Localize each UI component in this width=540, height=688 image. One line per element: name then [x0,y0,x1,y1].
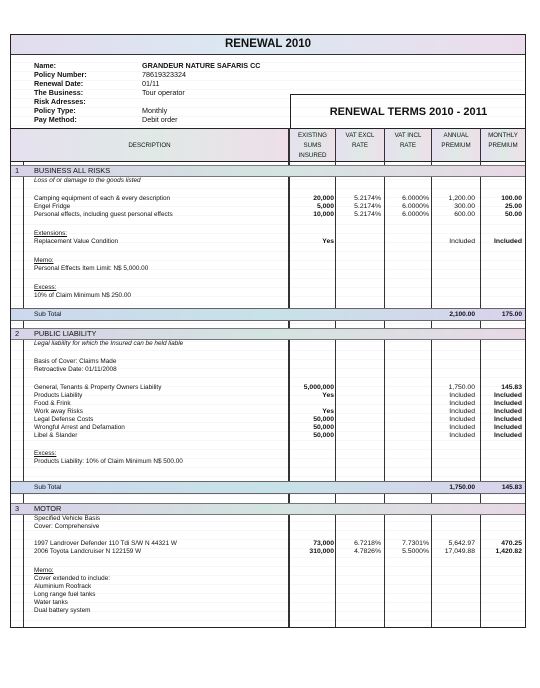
col-monthly-line2: PREMIUM [488,142,518,149]
section-number: 3 [15,504,20,513]
row-vat-excl: 4.7826% [354,548,381,555]
basis-of-cover: Basis of Cover: Claims Made [34,358,117,365]
row-vat-excl: 5.2174% [354,211,381,218]
policy-type-value: Monthly [142,106,168,115]
row-monthly: 145.83 [501,384,522,391]
memo-line: Long range fuel tanks [34,591,96,598]
col-vat-excl-line1: VAT EXCL [345,132,375,139]
section-number: 1 [15,166,20,175]
document-title: RENEWAL 2010 [11,35,525,55]
row-monthly: Included [494,408,522,415]
pay-method-label: Pay Method: [34,115,77,124]
col-vat-excl [336,128,384,162]
row-description: Products Liability [34,392,83,399]
section-public-liability [11,328,525,340]
row-sum-insured: 5,000,000 [303,384,334,391]
row-description: Personal effects, including guest personal effects [34,211,173,218]
policy-type-label: Policy Type: [34,106,76,115]
row-description: Libel & Slander [34,432,78,439]
row-sum-insured: Yes [322,408,334,415]
row-monthly: 1,420.82 [495,548,522,555]
row-description: 2006 Toyota Landcruiser N 122159 W [34,548,142,555]
row-vat-incl: 5.5000% [402,548,429,555]
extension-description: Replacement Value Condition [34,238,119,245]
col-monthly-line1: MONTHLY [488,132,518,139]
row-description: General, Tenants & Property Owners Liability [34,384,162,391]
row-sum-insured: 50,000 [313,424,334,431]
extension-sum: Yes [322,238,334,245]
row-description: Wrongful Arrest and Defamation [34,424,125,431]
section-name: MOTOR [34,504,62,513]
col-annual-premium [432,128,480,162]
policy-number-value: 78619323324 [142,70,186,79]
row-annual: Included [449,400,475,407]
row-annual: Included [449,416,475,423]
column-divider [335,128,336,628]
column-divider [384,128,385,628]
row-description: Food & Frink [34,400,71,407]
renewal-document [10,34,526,628]
row-annual: 600.00 [454,211,475,218]
row-monthly: 470.25 [501,540,522,547]
name-value: GRANDEUR NATURE SAFARIS CC [142,61,261,70]
col-vat-incl [385,128,431,162]
renewal-date-label: Renewal Date: [34,79,84,88]
section-name: BUSINESS ALL RISKS [34,166,111,175]
row-sum-insured: 10,000 [313,211,334,218]
col-vat-excl-line2: RATE [351,142,369,149]
col-vat-incl-line2: RATE [399,142,417,149]
business-value: Tour operator [142,88,185,97]
memo-line: Aluminium Roofrack [34,583,92,590]
row-annual: Included [449,392,475,399]
section-motor [11,503,525,515]
row-annual: 1,200.00 [448,195,475,202]
vehicle-basis: Specified Vehicle Basis [34,515,101,522]
row-sum-insured: 5,000 [316,203,334,210]
row-sum-insured: 310,000 [309,548,334,555]
row-vat-incl: 6.0000% [402,195,429,202]
col-monthly-premium [481,128,525,162]
extension-annual: Included [449,238,475,245]
row-annual: 300.00 [454,203,475,210]
row-vat-incl: 6.0000% [402,211,429,218]
column-divider [431,128,432,628]
col-annual-line1: ANNUAL [443,132,469,139]
memo-label: Memo: [34,567,54,574]
pay-method-value: Debit order [142,115,178,124]
row-description: Camping equipment of each & every description [34,195,171,202]
excess-text: Products Liability: 10% of Claim Minimum N$ 500.00 [34,458,183,465]
extensions-label: Extensions: [34,230,68,237]
row-sum-insured: Yes [322,392,334,399]
row-vat-excl: 5.2174% [354,203,381,210]
excess-label: Excess: [34,284,57,291]
subtotal-label: Sub Total [34,484,62,491]
row-annual: Included [449,432,475,439]
col-existing-line1: EXISTING [298,132,327,139]
row-monthly: Included [494,416,522,423]
row-annual: 17,049.88 [444,548,475,555]
column-divider [480,128,481,628]
row-sum-insured: 20,000 [313,195,334,202]
business-label: The Business: [34,88,84,97]
name-label: Name: [34,61,56,70]
subtotal-monthly: 145.83 [501,484,522,491]
row-annual: 1,750.00 [448,384,475,391]
row-monthly: Included [494,400,522,407]
row-monthly: Included [494,392,522,399]
excess-label: Excess: [34,450,57,457]
row-sum-insured: 50,000 [313,416,334,423]
memo-text: Personal Effects Item Limit: N$ 5,000.00 [34,265,149,272]
renewal-date-value: 01/11 [142,79,160,88]
row-vat-excl: 6.7218% [354,540,381,547]
cover-type: Cover: Comprehensive [34,523,100,530]
risk-addresses-label: Risk Adresses: [34,97,86,106]
subtotal-monthly: 175.00 [501,311,522,318]
excess-text: 10% of Claim Minimum N$ 250.00 [34,292,131,299]
subtotal-label: Sub Total [34,311,62,318]
section1-subtotal [11,308,525,321]
subtotal-annual: 1,750.00 [449,484,475,491]
col-existing-sums [290,128,335,162]
row-vat-excl: 5.2174% [354,195,381,202]
row-description: Legal Defense Costs [34,416,94,423]
row-annual: Included [449,424,475,431]
memo-line: Dual battery system [34,607,91,614]
subtotal-annual: 2,100.00 [449,311,475,318]
row-monthly: Included [494,424,522,431]
row-sum-insured: 50,000 [313,432,334,439]
col-annual-line2: PREMIUM [441,142,471,149]
extension-monthly: Included [494,238,522,245]
col-existing-line2: SUMS [303,142,322,149]
row-monthly: Included [494,432,522,439]
section-subtitle: Legal liability for which the Insured can be held liable [34,340,184,347]
row-sum-insured: 73,000 [313,540,334,547]
row-vat-incl: 6.0000% [402,203,429,210]
section-name: PUBLIC LIABILITY [34,329,97,338]
section2-subtotal [11,481,525,494]
memo-line: Water tanks [34,599,68,606]
policy-number-label: Policy Number: [34,70,87,79]
number-column-divider [23,162,24,628]
row-monthly: 100.00 [501,195,522,202]
row-annual: 5,642.97 [448,540,475,547]
memo-line: Cover extended to include: [34,575,111,582]
row-description: 1997 Landrover Defender 110 Tdi S/W N 44321 W [34,540,177,547]
section-number: 2 [15,329,20,338]
row-vat-incl: 7.7301% [402,540,429,547]
row-description: Engel Fridge [34,203,71,210]
section-business-all-risks [11,165,525,177]
memo-label: Memo: [34,257,54,264]
retroactive-date: Retroactive Date: 01/11/2008 [34,366,117,373]
row-description: Work away Risks [34,408,83,415]
col-existing-line3: INSURED [298,152,327,159]
row-monthly: 50.00 [504,211,522,218]
section-subtitle: Loss of or damage to the goods listed [34,177,141,184]
row-annual: Included [449,408,475,415]
renewal-terms-title: RENEWAL TERMS 2010 - 2011 [290,94,526,130]
col-description: DESCRIPTION [11,128,288,162]
column-divider [288,128,290,628]
row-monthly: 25.00 [504,203,522,210]
col-vat-incl-line1: VAT INCL [394,132,422,139]
